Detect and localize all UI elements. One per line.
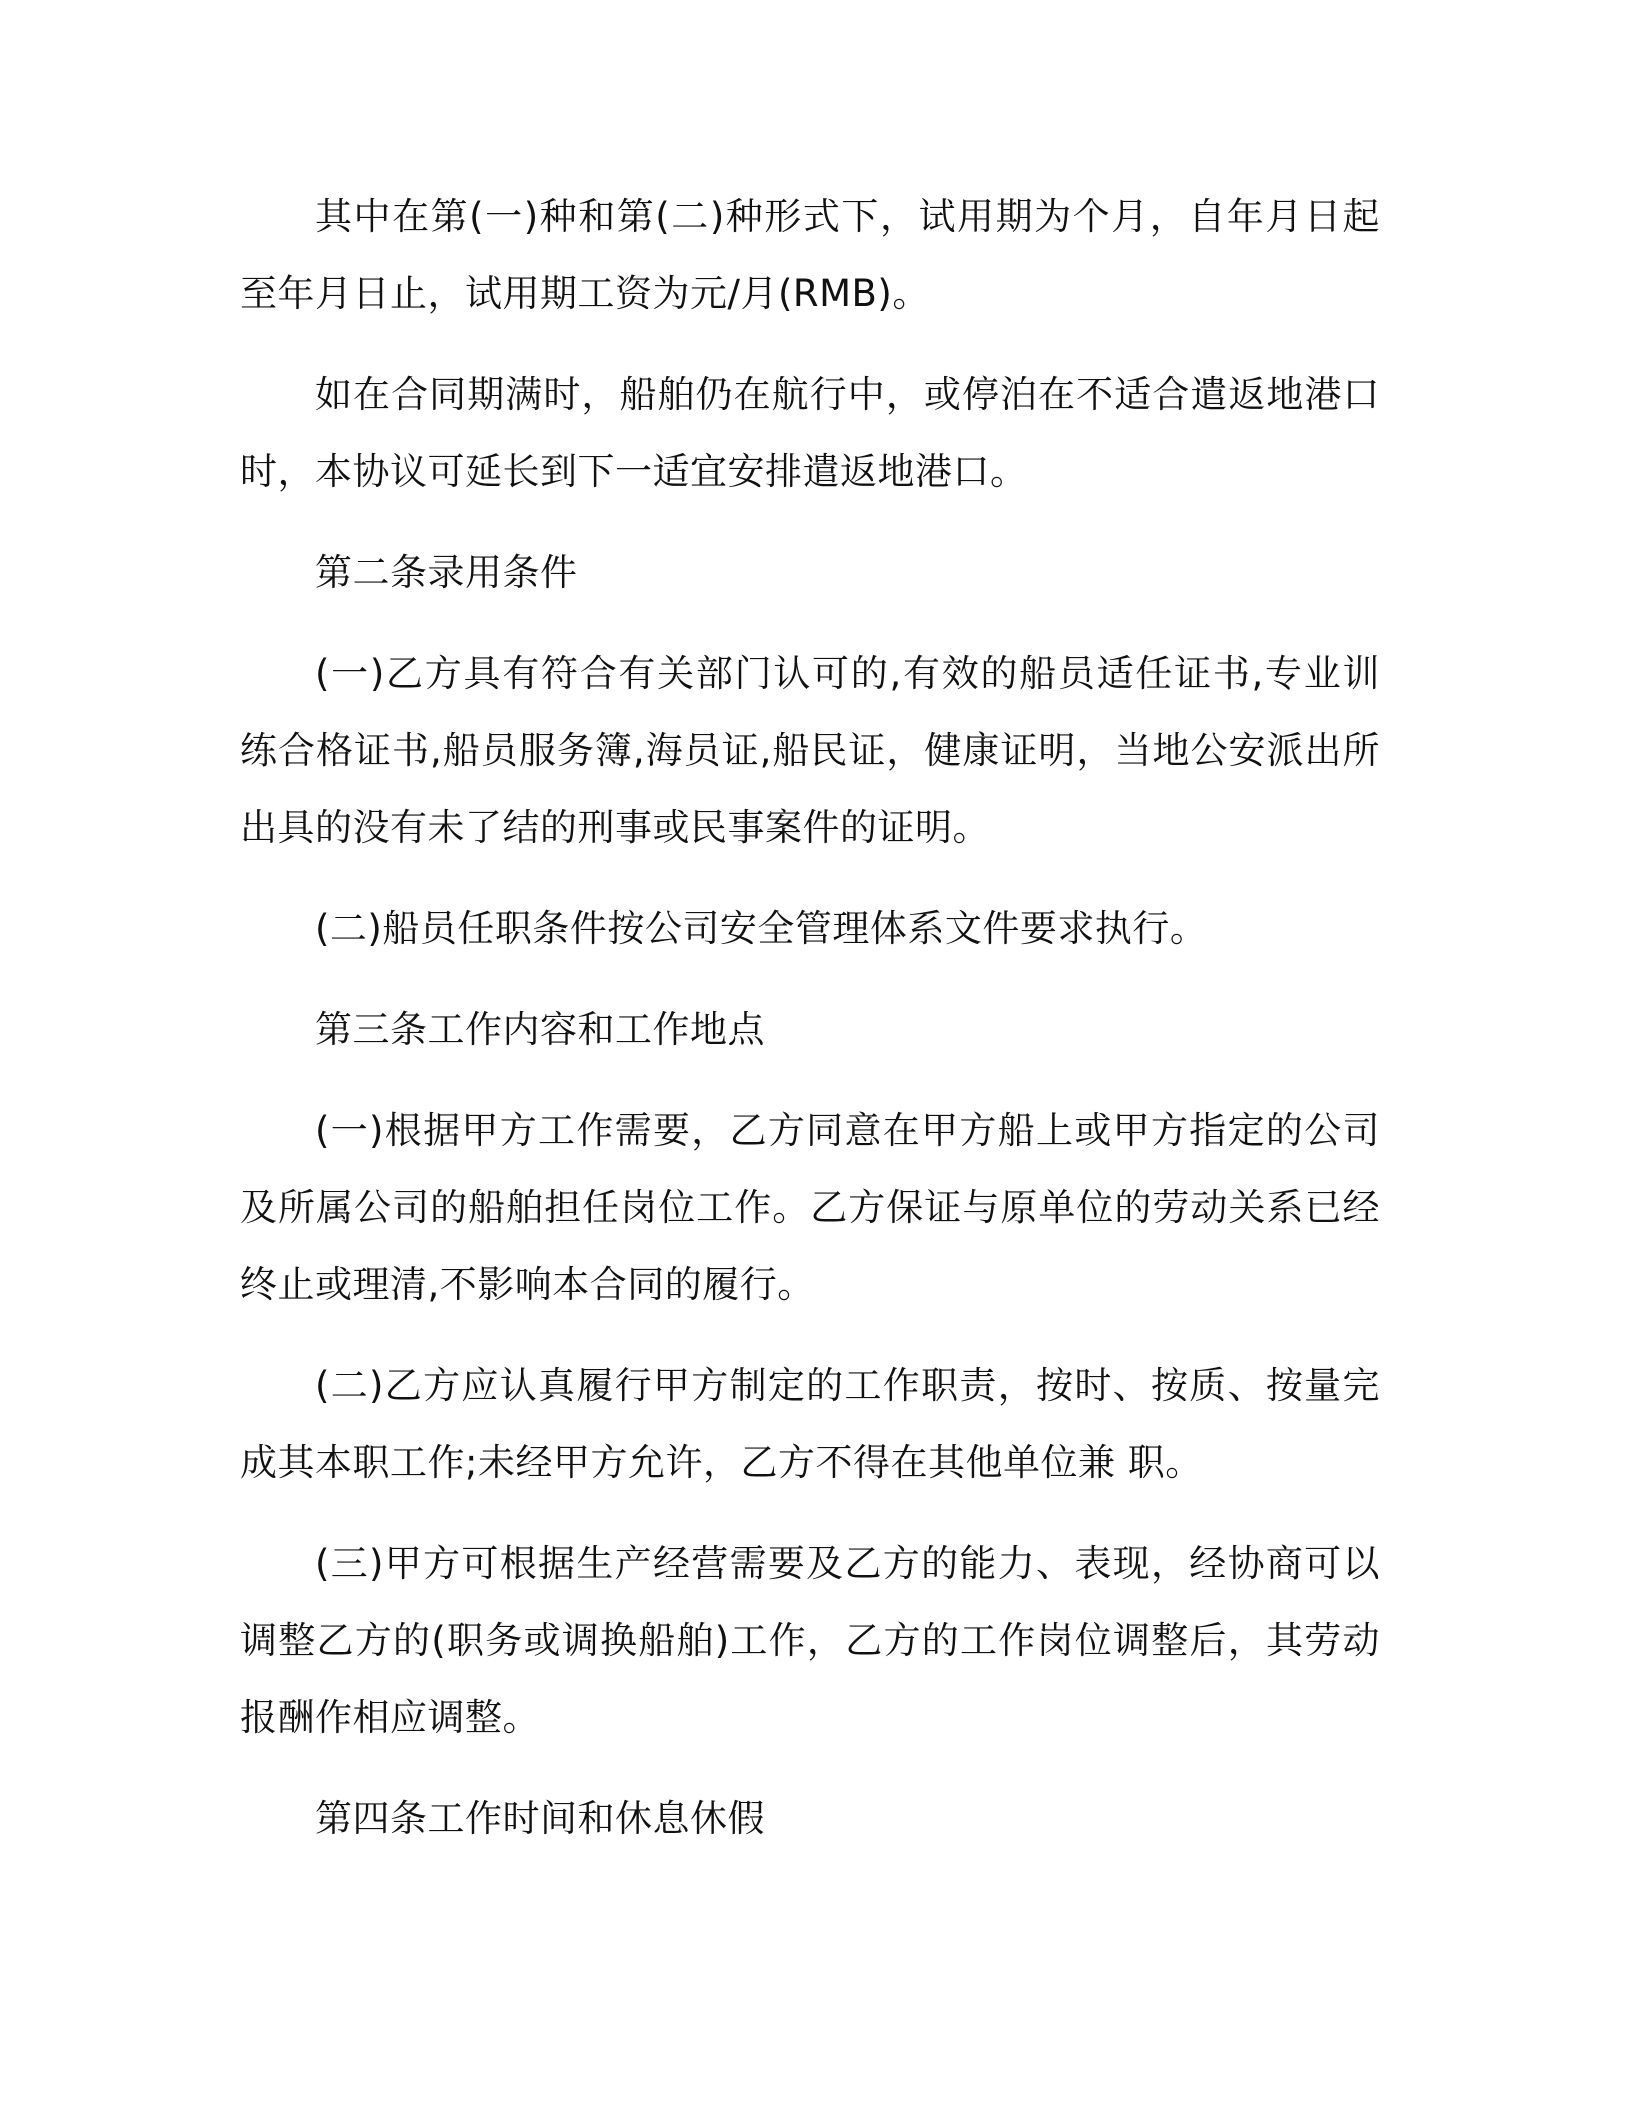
document-page	[240, 178, 1380, 1881]
section-heading-article-3: 第三条工作内容和工作地点	[315, 1008, 765, 1051]
section-heading-article-2: 第二条录用条件	[315, 551, 578, 594]
paragraph-article-2-item-2: (二)船员任职条件按公司安全管理体系文件要求执行。	[315, 907, 1208, 950]
paragraph-article-3-item-3: (三)甲方可根据生产经营需要及乙方的能力、表现，经协商可以调整乙方的(职务或调换船舶)工作，乙方的工作岗位调整后，其劳动报酬作相应调整。	[240, 1542, 1380, 1739]
paragraph-article-3-item-2: (二)乙方应认真履行甲方制定的工作职责，按时、按质、按量完成其本职工作;未经甲方允许，乙方不得在其他单位兼 职。	[240, 1364, 1380, 1484]
paragraph-probation-period: 其中在第(一)种和第(二)种形式下，试用期为个月，自年月日起至年月日止，试用期工资为元/月(RMB)。	[240, 195, 1380, 315]
paragraph-contract-extension: 如在合同期满时，船舶仍在航行中，或停泊在不适合遣返地港口时，本协议可延长到下一适宜安排遣返地港口。	[240, 373, 1380, 493]
paragraph-article-3-item-1: (一)根据甲方工作需要，乙方同意在甲方船上或甲方指定的公司及所属公司的船舶担任岗位工作。乙方保证与原单位的劳动关系已经终止或理清,不影响本合同的履行。	[240, 1109, 1380, 1306]
paragraph-article-2-item-1: (一)乙方具有符合有关部门认可的,有效的船员适任证书,专业训练合格证书,船员服务簿,海员证,船民证，健康证明，当地公安派出所出具的没有未了结的刑事或民事案件的证明。	[240, 652, 1380, 849]
section-heading-article-4: 第四条工作时间和休息休假	[315, 1797, 765, 1840]
